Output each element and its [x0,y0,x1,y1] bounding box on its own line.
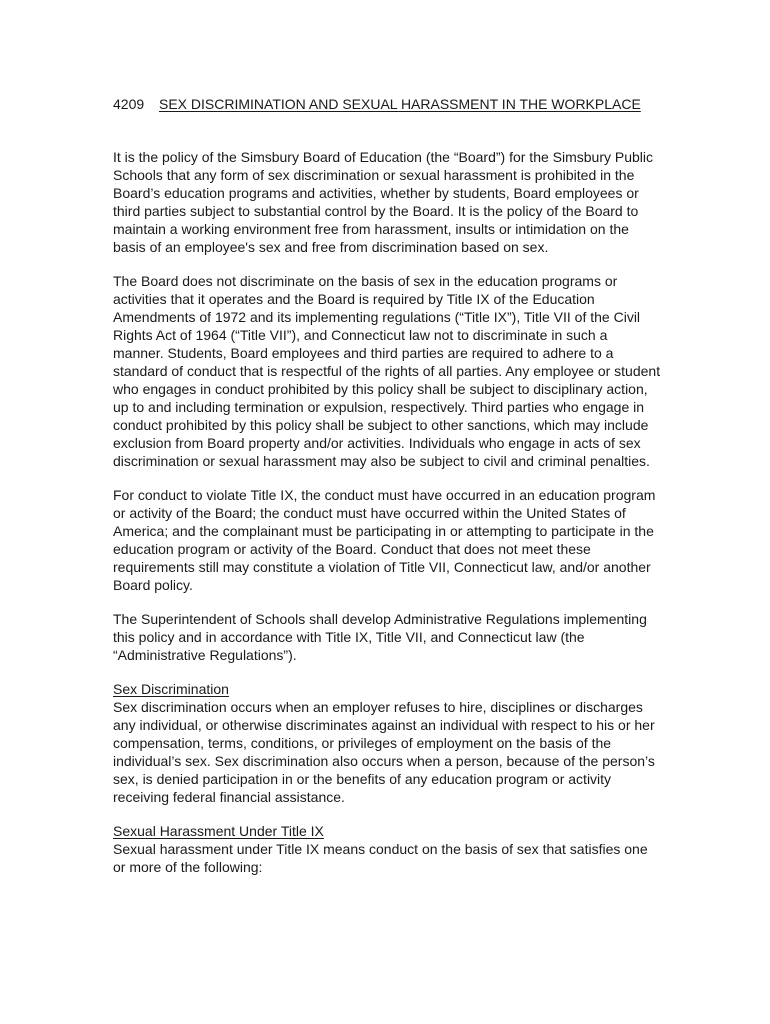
section-sexual-harassment [113,822,661,876]
section-number: 4209 [113,96,145,112]
paragraph-administrative-regulations: The Superintendent of Schools shall develop Administrative Regulations implementing this policy and in accordance with Title IX, Title VII, and Connecticut law (the “Administrative Regulations”). [113,611,647,663]
sexual-harassment-text: Sexual harassment under Title IX means conduct on the basis of sex that satisfies one or more of the following: [113,841,648,875]
paragraph-policy-statement: It is the policy of the Simsbury Board of Education (the “Board”) for the Simsbury Public Schools that any form of sex discrimination or sexual harassment is prohibited in the Board’s education programs and activities, whether by students, Board employees or third parties subject to substantial control by the Board. It is the policy of the Board to maintain a working environment free from harassment, insults or intimidation on the basis of an employee's sex and free from discrimination based on sex. [113,149,654,255]
section-heading [113,95,673,113]
sexual-harassment-heading: Sexual Harassment Under Title IX [113,823,324,839]
section-sex-discrimination [113,680,661,806]
paragraph-nondiscrimination: The Board does not discriminate on the basis of sex in the education programs or activities that it operates and the Board is required by Title IX of the Education Amendments of 1972 and its implementing regulations (“Title IX”), Title VII of the Civil Rights Act of 1964 (“Title VII”), and Connecticut law not to discriminate in such a manner. Students, Board employees and third parties are required to adhere to a standard of conduct that is respectful of the rights of all parties. Any employee or student who engages in conduct prohibited by this policy shall be subject to disciplinary action, up to and including termination or expulsion, respectively. Third parties who engage in conduct prohibited by this policy shall be subject to other sanctions, which may include exclusion from Board property and/or activities. Individuals who engage in acts of sex discrimination or sexual harassment may also be subject to civil and criminal penalties. [113,273,661,469]
paragraph-title-ix-conduct: For conduct to violate Title IX, the conduct must have occurred in an education program or activity of the Board; the conduct must have occurred within the United States of America; and the complainant must be participating in or attempting to participate in the education program or activity of the Board. Conduct that does not meet these requirements still may constitute a violation of Title VII, Connecticut law, and/or another Board policy. [113,487,656,593]
sex-discrimination-text: Sex discrimination occurs when an employer refuses to hire, disciplines or discharges any individual, or otherwise discriminates against an individual with respect to his or her compensation, terms, conditions, or privileges of employment on the basis of the individual’s sex. Sex discrimination also occurs when a person, because of the person’s sex, is denied participation in or the benefits of any education program or activity receiving federal financial assistance. [113,699,655,805]
sex-discrimination-heading: Sex Discrimination [113,681,229,697]
document-body [113,148,661,892]
section-title: SEX DISCRIMINATION AND SEXUAL HARASSMENT IN THE WORKPLACE [159,96,641,112]
